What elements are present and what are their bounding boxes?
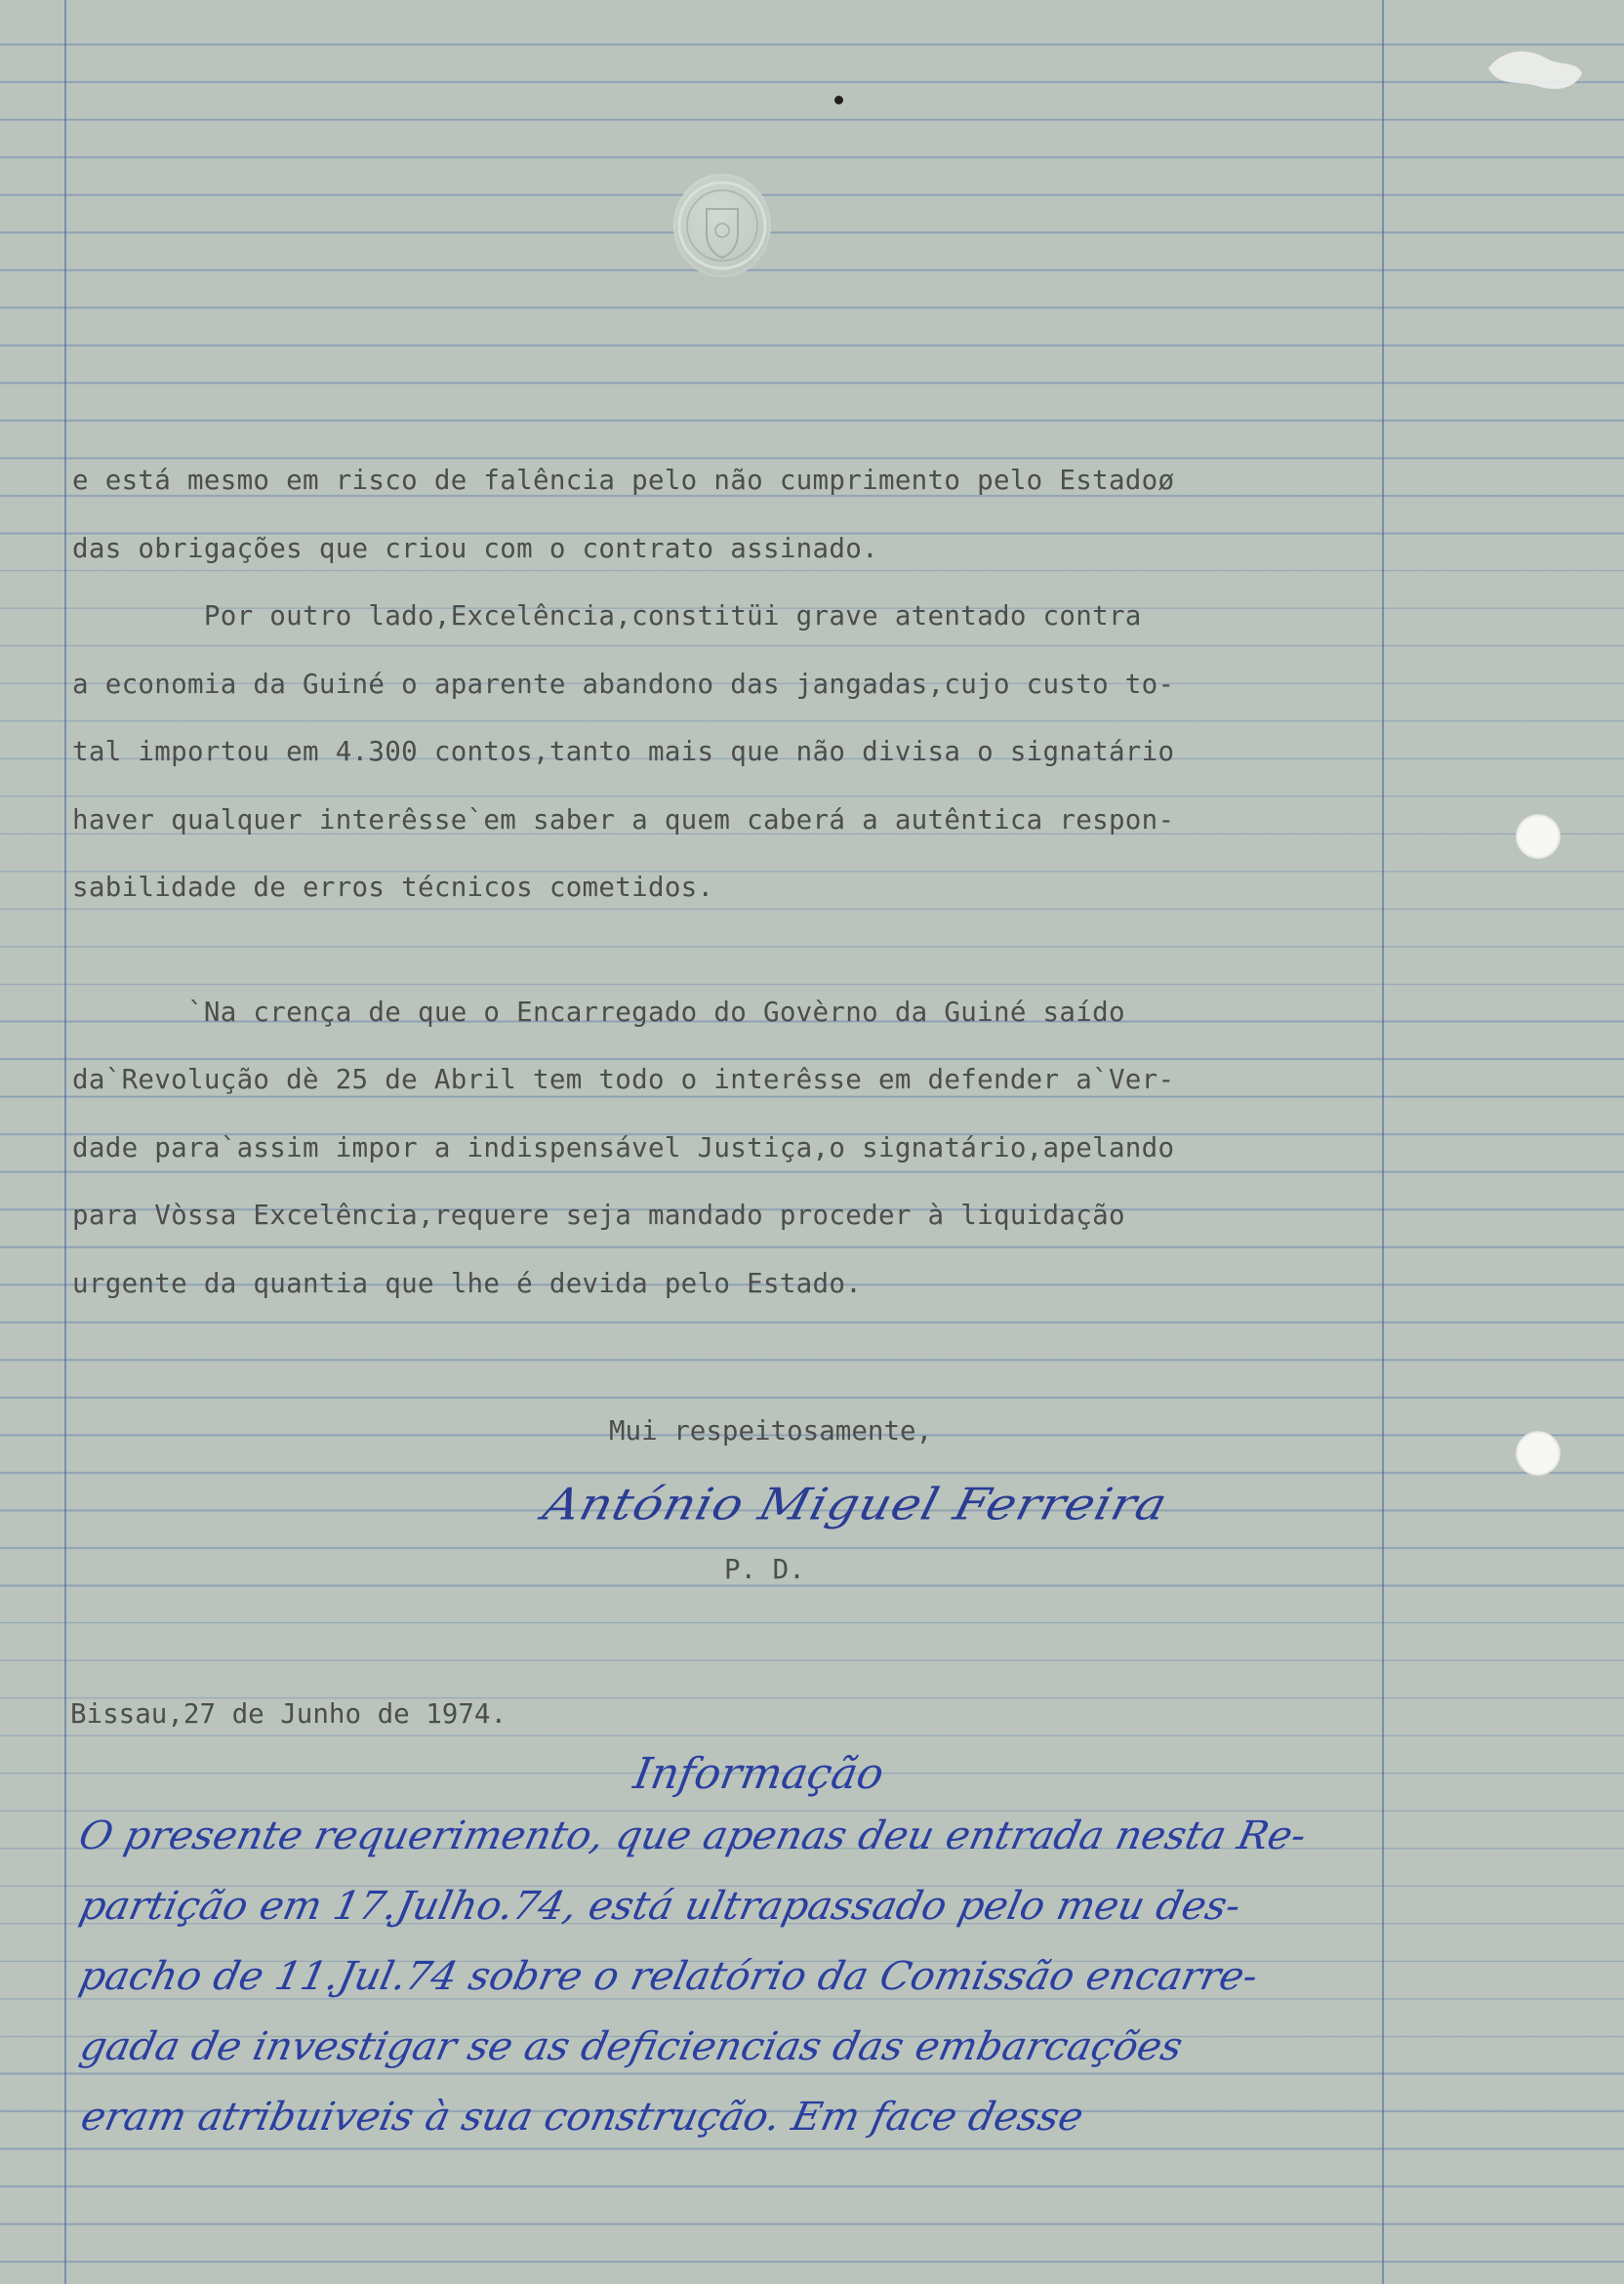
typed-body — [72, 447, 1385, 1318]
left-margin-line — [64, 0, 66, 2284]
typed-line: sabilidade de erros técnicos cometidos. — [72, 872, 714, 903]
handwritten-line: gada de investigar se as deficiencias das embarcações — [76, 2024, 1187, 2069]
punch-hole-bottom — [1516, 1431, 1561, 1476]
date-line: Bissau,27 de Junho de 1974. — [70, 1698, 508, 1730]
typed-line: dade para`assim impor a indispensável Justiça,o signatário,apelando — [72, 1131, 1175, 1163]
paper-tear-mark — [1479, 39, 1586, 107]
typed-line: e está mesmo em risco de falência pelo não cumprimento pelo Estadoø — [72, 465, 1175, 496]
closing-salutation: Mui respeitosamente, — [609, 1415, 933, 1447]
typed-line: para Vòssa Excelência,requere seja mandado proceder à liquidação — [72, 1200, 1125, 1231]
embossed-seal — [673, 174, 771, 277]
typed-line: urgente da quantia que lhe é devida pelo Estado. — [72, 1267, 863, 1299]
typed-line: das obrigações que criou com o contrato assinado. — [72, 532, 878, 564]
handwritten-title: Informação — [629, 1749, 888, 1799]
typed-line: haver qualquer interêsse`em saber a quem caberá a autêntica respon- — [72, 803, 1175, 836]
typed-line: Por outro lado,Excelência,constitüi grave atentado contra — [72, 600, 1142, 632]
typed-line: a economia da Guiné o aparente abandono das jangadas,cujo custo to- — [72, 668, 1175, 700]
handwritten-line: O presente requerimento, que apenas deu entrada nesta Re- — [74, 1814, 1311, 1858]
handwritten-line: pacho de 11.Jul.74 sobre o relatório da Comissão encarre- — [75, 1954, 1262, 1999]
handwritten-line: eram atribuiveis à sua construção. Em face desse — [77, 2095, 1088, 2140]
pd-abbreviation: P. D. — [724, 1554, 805, 1585]
punch-hole-top — [1516, 814, 1561, 859]
typed-line: da`Revolução dè 25 de Abril tem todo o interêsse em defender a`Ver- — [72, 1064, 1175, 1095]
handwritten-line: partição em 17.Julho.74, está ultrapassado pelo meu des- — [75, 1884, 1245, 1929]
typed-line: tal importou em 4.300 contos,tanto mais que não divisa o signatário — [72, 736, 1175, 767]
typed-line: `Na crença de que o Encarregado do Govèrno da Guiné saído — [72, 996, 1125, 1028]
signature: António Miguel Ferreira — [538, 1478, 1173, 1530]
ink-dot — [834, 96, 843, 104]
